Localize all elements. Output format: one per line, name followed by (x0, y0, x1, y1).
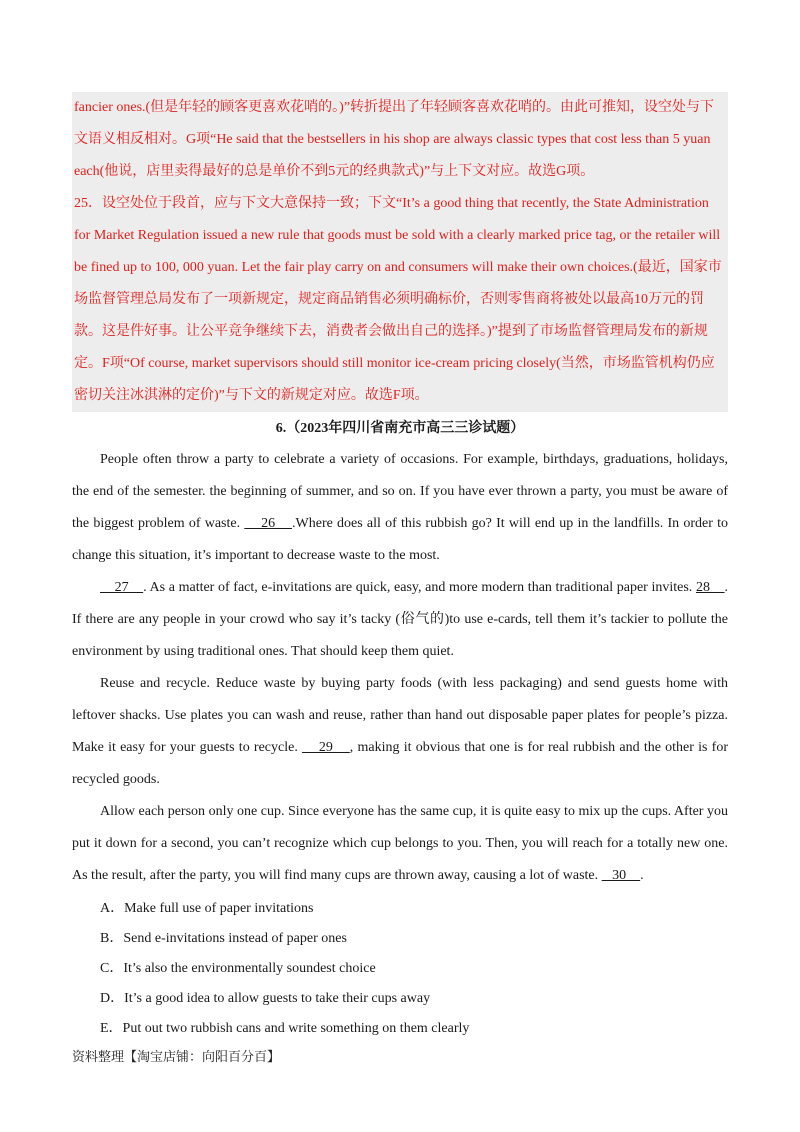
passage-text: People often throw a party to celebrate a variety of occasions. For example, birthdays, graduations, holidays, the end of the semester. the beginning of summer, and so on. If you have ever thrown a party, you must be aware of the biggest problem of waste. (72, 452, 728, 531)
section-title: 6.（2023年四川省南充市高三三诊试题） (275, 421, 525, 436)
answer-paragraph: 25．设空处位于段首，应与下文大意保持一致；下文“It’s a good thing that recently, the State Administration for Market Regulation issued a new rule that goods must be sold with a clearly marked price tag, or the retailer will be fined up to 100, 000 yuan. Let the fair play carry on and consumers will make their own choices.(最近，国家市场监督管理总局发布了一项新规定，规定商品销售必须明确标价，否则零售商将被处以最高10万元的罚款。这是件好事。让公平竞争继续下去，消费者会做出自己的选择。)”提到了市场监督管理局发布的新规定。F项“Of course, market supervisors should still monitor ice-cream pricing closely(当然，市场监管机构仍应密切关注冰淇淋的定价)”与下文的新规定对应。故选F项。 (74, 196, 722, 403)
passage (72, 444, 728, 892)
passage-text: . If there are any people in your crowd who say it’s tacky (俗气的)to use e-cards, tell them it’s tackier to pollute the environment by using traditional ones. That should keep them quiet. (72, 580, 729, 659)
answer-paragraph: fancier ones.(但是年轻的顾客更喜欢花哨的。)”转折提出了年轻顾客喜欢花哨的。由此可推知，设空处与下文语义相反相对。G项“He said that the bestsellers in his shop are always classic types that cost less than 5 yuan each(他说，店里卖得最好的总是单价不到5元的经典款式)”与上下文对应。故选G项。 (74, 100, 715, 179)
passage-text: . (640, 868, 644, 883)
blank-29: 29 (302, 740, 350, 755)
option-b: B．Send e-invitations instead of paper ones (100, 931, 347, 946)
passage-text: . As a matter of fact, e-invitations are quick, easy, and more modern than traditional paper invites. (143, 580, 696, 595)
passage-text: .Where does all of this rubbish go? It will end up in the landfills. In order to change this situation, it’s important to decrease waste to the most. (72, 516, 728, 563)
passage-paragraph (72, 444, 728, 572)
blank-28: 28 (695, 580, 725, 595)
option-d: D．It’s a good idea to allow guests to take their cups away (100, 991, 431, 1006)
option-c: C．It’s also the environmentally soundest choice (100, 961, 376, 976)
passage-paragraph (72, 796, 728, 892)
blank-27: 27 (100, 580, 144, 595)
passage-text: Allow each person only one cup. Since everyone has the same cup, it is quite easy to mix up the cups. After you put it down for a second, you can’t recognize which cup belongs to you. Then, you will reach for a totally new one. As the result, after the party, you will find many cups are thrown away, causing a lot of waste. (72, 804, 728, 883)
answer-explanation-box (72, 92, 728, 412)
option-a: A．Make full use of paper invitations (100, 901, 314, 916)
option-e: E．Put out two rubbish cans and write something on them clearly (100, 1021, 470, 1036)
passage-text: , making it obvious that one is for real rubbish and the other is for recycled goods. (72, 740, 728, 787)
passage-text: Reuse and recycle. Reduce waste by buying party foods (with less packaging) and send guests home with leftover shacks. Use plates you can wash and reuse, rather than hand out disposable paper plates for people’s pizza. Make it easy for your guests to recycle. (72, 676, 728, 755)
passage-paragraph (72, 572, 728, 668)
options-list (72, 894, 728, 1044)
document-page (72, 92, 728, 1044)
blank-30: 30 (601, 868, 641, 883)
blank-26: 26 (244, 516, 293, 531)
page-footer: 资料整理【淘宝店铺：向阳百分百】 (72, 1050, 281, 1065)
passage-paragraph (72, 668, 728, 796)
